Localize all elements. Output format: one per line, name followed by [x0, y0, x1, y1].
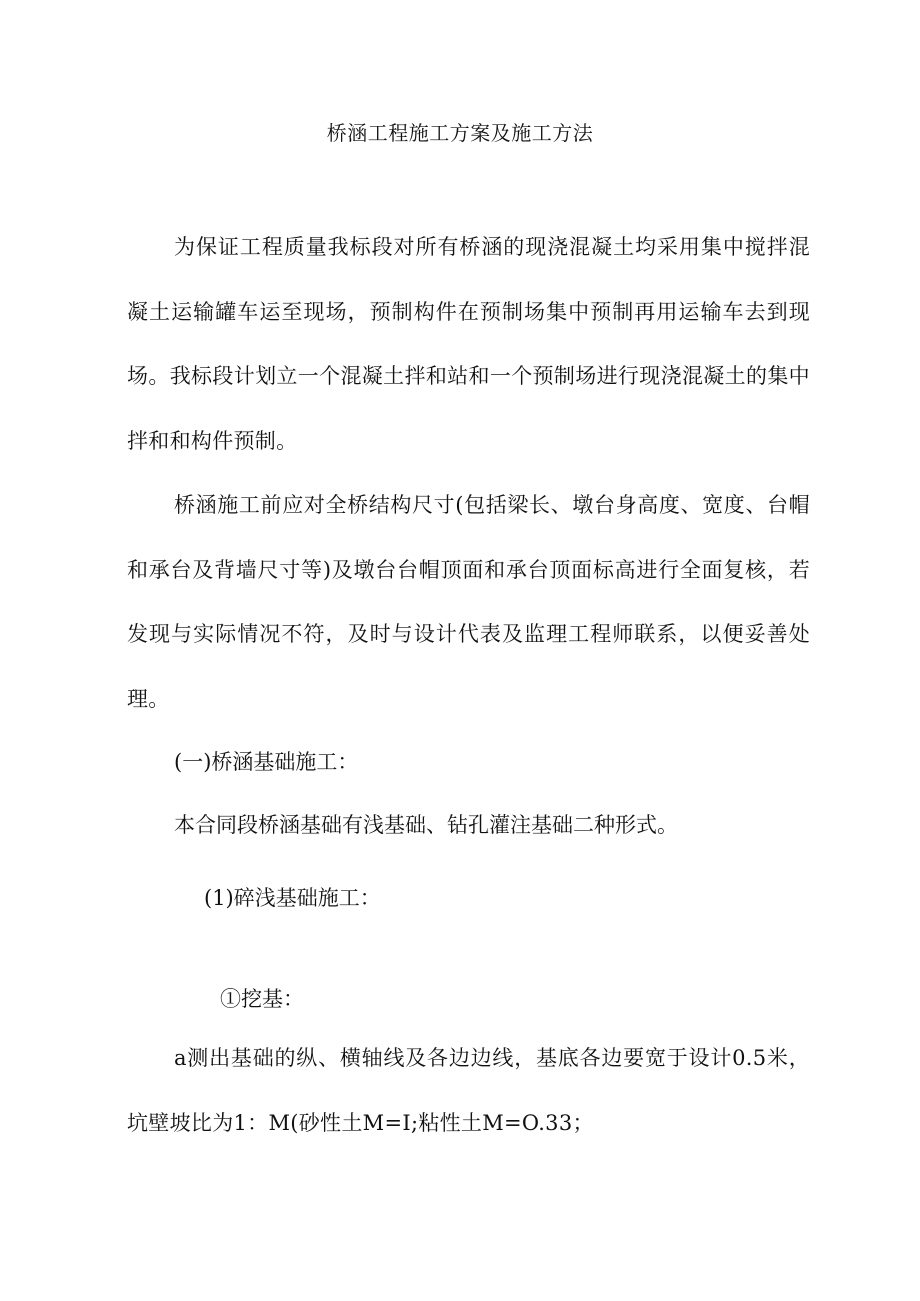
paragraph-text: 桥涵施工前应对全桥结构尺寸(包括梁长、墩台身高度、宽度、台帽和承台及背墙尺寸等)及墩台台帽顶面和承台顶面标高进行全面复核，若发现与实际情况不符，及时与设计代表及监理工程师联系，以便妥善处理。	[127, 493, 810, 711]
paragraph-text: 为保证工程质量我标段对所有桥涵的现浇混凝土均采用集中搅拌混凝土运输罐车运至现场，预制构件在预制场集中预制再用运输车去到现场。我标段计划立一个混凝土拌和站和一个预制场进行现浇混凝土的集中拌和和构件预制。	[127, 235, 810, 453]
document-title: 桥涵工程施工方案及施工方法	[326, 121, 594, 145]
paragraph-excavation-details	[127, 1026, 810, 1155]
paragraph-concrete-plan	[127, 215, 810, 473]
step-heading-excavation: ①挖基：	[220, 987, 304, 1011]
paragraph-text: a测出基础的纵、横轴线及各边边线，基底各边要宽于设计0.5米，坑壁坡比为1：M(砂性土M=I;粘性土M=O.33；	[127, 1046, 810, 1135]
paragraph-dimension-check	[127, 473, 810, 731]
foundation-types-line: 本合同段桥涵基础有浅基础、钻孔灌注基础二种形式。	[174, 813, 678, 837]
subsection-heading-shallow-foundation: (1)碎浅基础施工：	[204, 886, 381, 910]
section-heading-foundation: (一)桥涵基础施工：	[174, 750, 359, 774]
